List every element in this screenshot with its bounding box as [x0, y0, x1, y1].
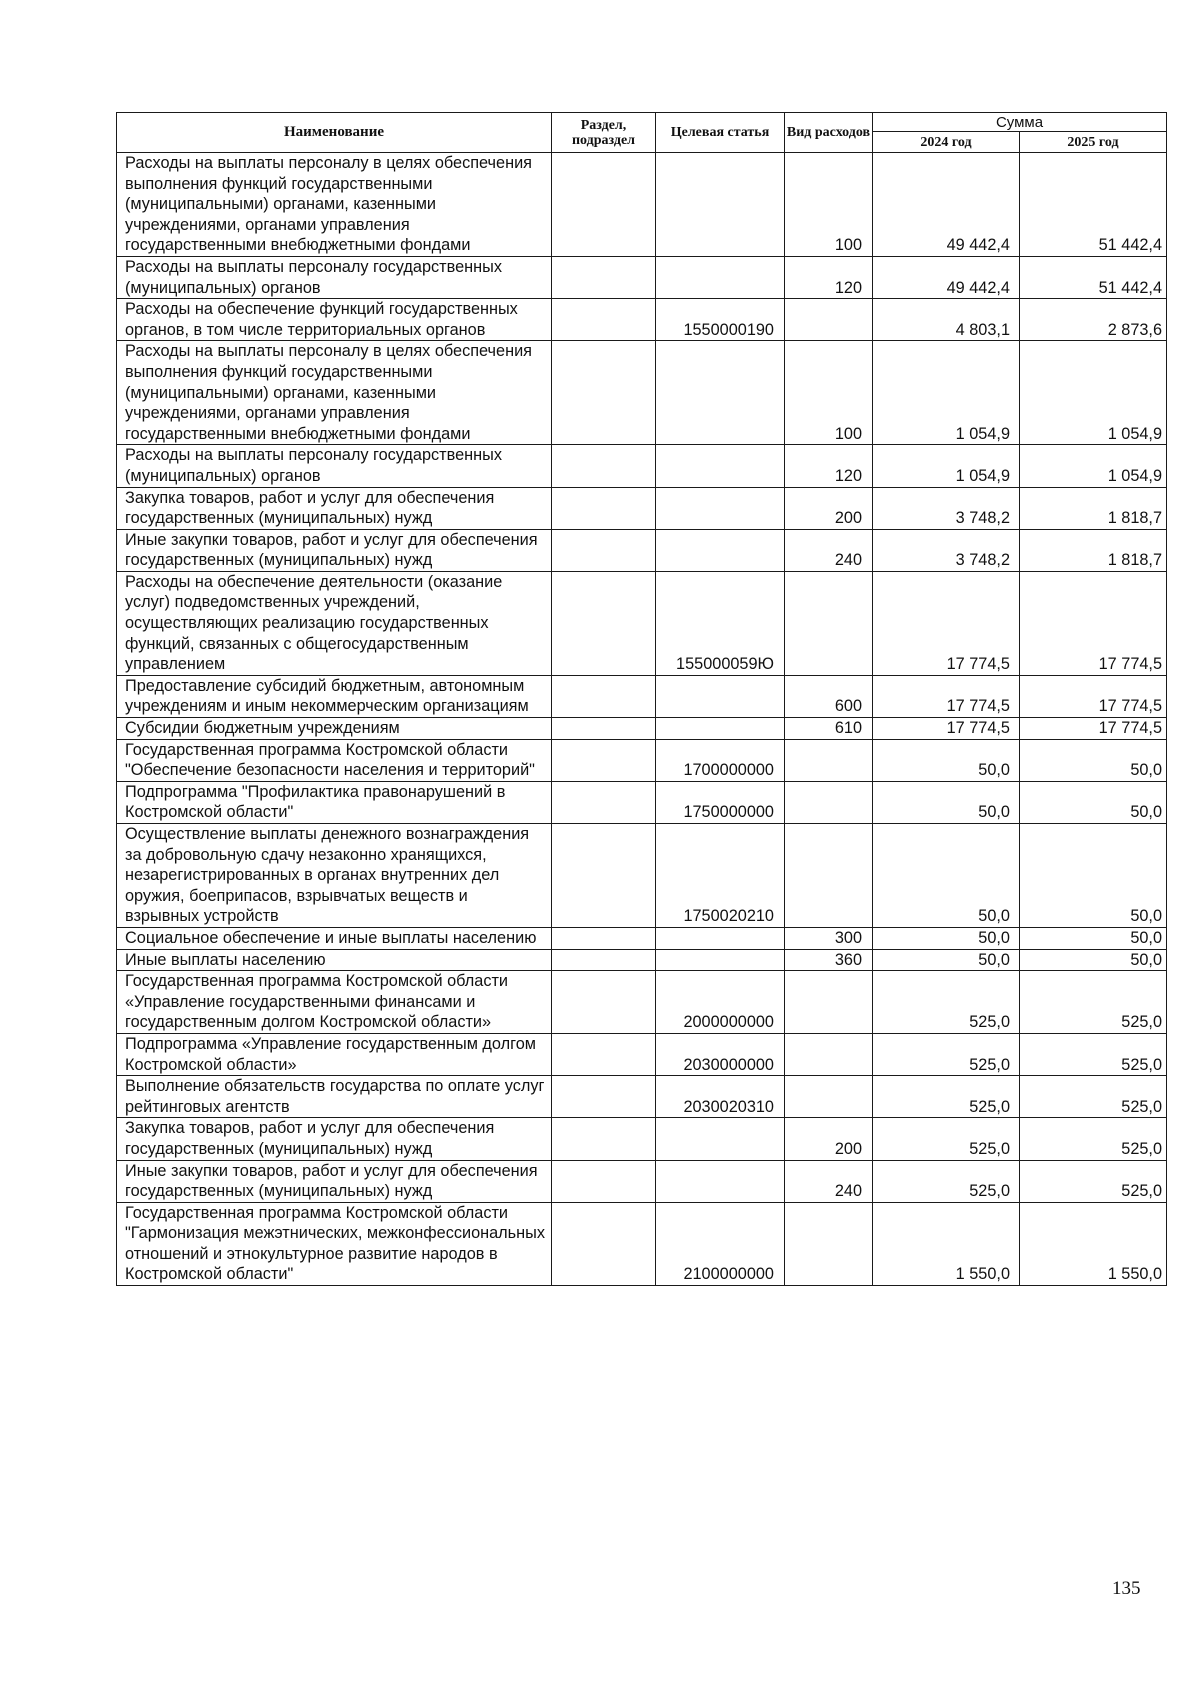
row-name: Иные закупки товаров, работ и услуг для обеспечения государственных (муниципальных) нужд	[117, 529, 552, 571]
row-amount-2024: 3 748,2	[873, 529, 1020, 571]
row-target-code: 155000059Ю	[656, 571, 785, 675]
header-row	[117, 113, 1167, 132]
row-section	[552, 1033, 656, 1075]
row-amount-2025: 525,0	[1020, 971, 1167, 1034]
budget-sheet	[116, 112, 1166, 1286]
row-expense-type: 600	[785, 675, 873, 717]
table-row	[117, 927, 1167, 949]
row-amount-2025: 50,0	[1020, 824, 1167, 928]
row-expense-type	[785, 1076, 873, 1118]
row-target-code	[656, 949, 785, 971]
row-amount-2024: 49 442,4	[873, 153, 1020, 257]
row-expense-type	[785, 1033, 873, 1075]
row-section	[552, 971, 656, 1034]
row-expense-type	[785, 971, 873, 1034]
row-expense-type: 200	[785, 487, 873, 529]
row-amount-2024: 50,0	[873, 824, 1020, 928]
row-expense-type: 200	[785, 1118, 873, 1160]
row-target-code	[656, 1160, 785, 1202]
row-section	[552, 1118, 656, 1160]
row-amount-2025: 1 054,9	[1020, 341, 1167, 445]
row-section	[552, 299, 656, 341]
header-type: Вид расходов	[785, 113, 873, 153]
row-amount-2024: 1 054,9	[873, 445, 1020, 487]
row-amount-2025: 51 442,4	[1020, 256, 1167, 298]
table-row	[117, 1076, 1167, 1118]
row-target-code	[656, 153, 785, 257]
row-name: Государственная программа Костромской области "Гармонизация межэтнических, межконфессиональных отношений и этнокультурное развитие народов в Костромской области"	[117, 1202, 552, 1285]
row-expense-type: 240	[785, 529, 873, 571]
table-row	[117, 675, 1167, 717]
row-section	[552, 739, 656, 781]
table-row	[117, 1118, 1167, 1160]
row-amount-2024: 525,0	[873, 971, 1020, 1034]
row-section	[552, 781, 656, 823]
row-expense-type: 240	[785, 1160, 873, 1202]
row-name: Государственная программа Костромской области «Управление государственными финансами и государственным долгом Костромской области»	[117, 971, 552, 1034]
row-target-code	[656, 718, 785, 740]
row-name: Предоставление субсидий бюджетным, автономным учреждениям и иным некоммерческим организациям	[117, 675, 552, 717]
row-amount-2024: 50,0	[873, 781, 1020, 823]
row-section	[552, 341, 656, 445]
row-amount-2024: 525,0	[873, 1118, 1020, 1160]
row-name: Выполнение обязательств государства по оплате услуг рейтинговых агентств	[117, 1076, 552, 1118]
table-row	[117, 529, 1167, 571]
table-row	[117, 1160, 1167, 1202]
table-row	[117, 487, 1167, 529]
row-amount-2025: 50,0	[1020, 949, 1167, 971]
row-expense-type	[785, 571, 873, 675]
row-amount-2025: 50,0	[1020, 739, 1167, 781]
row-amount-2024: 17 774,5	[873, 718, 1020, 740]
row-target-code: 2000000000	[656, 971, 785, 1034]
row-target-code	[656, 256, 785, 298]
table-row	[117, 739, 1167, 781]
row-target-code: 1750000000	[656, 781, 785, 823]
row-expense-type: 360	[785, 949, 873, 971]
row-name: Подпрограмма «Управление государственным долгом Костромской области»	[117, 1033, 552, 1075]
row-amount-2025: 50,0	[1020, 927, 1167, 949]
row-section	[552, 529, 656, 571]
row-name: Расходы на выплаты персоналу государственных (муниципальных) органов	[117, 445, 552, 487]
row-expense-type: 120	[785, 445, 873, 487]
row-amount-2025: 2 873,6	[1020, 299, 1167, 341]
row-section	[552, 1160, 656, 1202]
row-name: Расходы на выплаты персоналу государственных (муниципальных) органов	[117, 256, 552, 298]
row-target-code	[656, 341, 785, 445]
row-amount-2025: 525,0	[1020, 1118, 1167, 1160]
table-row	[117, 299, 1167, 341]
row-target-code	[656, 675, 785, 717]
row-name: Осуществление выплаты денежного вознаграждения за добровольную сдачу незаконно хранящихся, незарегистрированных в органах внутренних дел оружия, боеприпасов, взрывчатых веществ и взрывных устройств	[117, 824, 552, 928]
row-amount-2025: 1 818,7	[1020, 529, 1167, 571]
row-name: Закупка товаров, работ и услуг для обеспечения государственных (муниципальных) нужд	[117, 1118, 552, 1160]
header-name: Наименование	[117, 113, 552, 153]
row-name: Подпрограмма "Профилактика правонарушений в Костромской области"	[117, 781, 552, 823]
row-target-code	[656, 1118, 785, 1160]
row-expense-type	[785, 1202, 873, 1285]
row-name: Субсидии бюджетным учреждениям	[117, 718, 552, 740]
table-row	[117, 1202, 1167, 1285]
row-expense-type: 610	[785, 718, 873, 740]
row-name: Социальное обеспечение и иные выплаты населению	[117, 927, 552, 949]
row-target-code: 1750020210	[656, 824, 785, 928]
row-name: Государственная программа Костромской области "Обеспечение безопасности населения и территорий"	[117, 739, 552, 781]
row-amount-2024: 50,0	[873, 949, 1020, 971]
row-amount-2025: 1 054,9	[1020, 445, 1167, 487]
row-expense-type: 100	[785, 341, 873, 445]
row-name: Расходы на выплаты персоналу в целях обеспечения выполнения функций государственными (муниципальными) органами, казенными учреждениями, органами управления государственными внебюджетными фондами	[117, 153, 552, 257]
table-row	[117, 153, 1167, 257]
row-amount-2024: 525,0	[873, 1160, 1020, 1202]
header-sum: Сумма	[873, 113, 1167, 132]
row-amount-2024: 17 774,5	[873, 571, 1020, 675]
table-row	[117, 445, 1167, 487]
row-amount-2024: 17 774,5	[873, 675, 1020, 717]
row-target-code: 2100000000	[656, 1202, 785, 1285]
row-amount-2025: 525,0	[1020, 1076, 1167, 1118]
row-section	[552, 1202, 656, 1285]
row-expense-type: 300	[785, 927, 873, 949]
row-target-code: 1700000000	[656, 739, 785, 781]
table-row	[117, 256, 1167, 298]
table-row	[117, 1033, 1167, 1075]
row-section	[552, 927, 656, 949]
header-target: Целевая статья	[656, 113, 785, 153]
row-target-code: 1550000190	[656, 299, 785, 341]
table-row	[117, 971, 1167, 1034]
table-row	[117, 571, 1167, 675]
table-body	[117, 153, 1167, 1286]
row-target-code	[656, 529, 785, 571]
row-amount-2025: 1 550,0	[1020, 1202, 1167, 1285]
row-section	[552, 487, 656, 529]
row-section	[552, 153, 656, 257]
row-amount-2024: 49 442,4	[873, 256, 1020, 298]
row-amount-2025: 17 774,5	[1020, 675, 1167, 717]
row-target-code	[656, 487, 785, 529]
row-expense-type: 120	[785, 256, 873, 298]
row-amount-2024: 1 550,0	[873, 1202, 1020, 1285]
row-amount-2025: 1 818,7	[1020, 487, 1167, 529]
row-name: Закупка товаров, работ и услуг для обеспечения государственных (муниципальных) нужд	[117, 487, 552, 529]
row-amount-2024: 3 748,2	[873, 487, 1020, 529]
header-year-2024: 2024 год	[873, 132, 1020, 153]
table-row	[117, 781, 1167, 823]
budget-table	[116, 112, 1167, 1286]
row-target-code: 2030000000	[656, 1033, 785, 1075]
row-expense-type	[785, 781, 873, 823]
table-row	[117, 341, 1167, 445]
row-expense-type: 100	[785, 153, 873, 257]
row-section	[552, 718, 656, 740]
row-name: Иные выплаты населению	[117, 949, 552, 971]
row-amount-2024: 525,0	[873, 1076, 1020, 1118]
row-name: Иные закупки товаров, работ и услуг для обеспечения государственных (муниципальных) нужд	[117, 1160, 552, 1202]
row-expense-type	[785, 739, 873, 781]
row-amount-2025: 525,0	[1020, 1160, 1167, 1202]
table-row	[117, 824, 1167, 928]
row-expense-type	[785, 299, 873, 341]
table-row	[117, 718, 1167, 740]
row-amount-2025: 17 774,5	[1020, 571, 1167, 675]
row-amount-2025: 50,0	[1020, 781, 1167, 823]
row-amount-2024: 4 803,1	[873, 299, 1020, 341]
row-section	[552, 571, 656, 675]
table-row	[117, 949, 1167, 971]
row-amount-2025: 525,0	[1020, 1033, 1167, 1075]
row-target-code: 2030020310	[656, 1076, 785, 1118]
row-section	[552, 256, 656, 298]
row-amount-2024: 1 054,9	[873, 341, 1020, 445]
row-target-code	[656, 927, 785, 949]
row-amount-2024: 50,0	[873, 739, 1020, 781]
row-target-code	[656, 445, 785, 487]
row-expense-type	[785, 824, 873, 928]
row-section	[552, 949, 656, 971]
row-name: Расходы на выплаты персоналу в целях обеспечения выполнения функций государственными (муниципальными) органами, казенными учреждениями, органами управления государственными внебюджетными фондами	[117, 341, 552, 445]
row-section	[552, 445, 656, 487]
page-number: 135	[1112, 1578, 1141, 1599]
row-name: Расходы на обеспечение деятельности (оказание услуг) подведомственных учреждений, осуществляющих реализацию государственных функций, связанных с общегосударственным управлением	[117, 571, 552, 675]
row-section	[552, 1076, 656, 1118]
row-section	[552, 824, 656, 928]
row-amount-2024: 525,0	[873, 1033, 1020, 1075]
header-section: Раздел, подраздел	[552, 113, 656, 153]
row-amount-2024: 50,0	[873, 927, 1020, 949]
row-name: Расходы на обеспечение функций государственных органов, в том числе территориальных органов	[117, 299, 552, 341]
row-section	[552, 675, 656, 717]
row-amount-2025: 17 774,5	[1020, 718, 1167, 740]
header-year-2025: 2025 год	[1020, 132, 1167, 153]
row-amount-2025: 51 442,4	[1020, 153, 1167, 257]
